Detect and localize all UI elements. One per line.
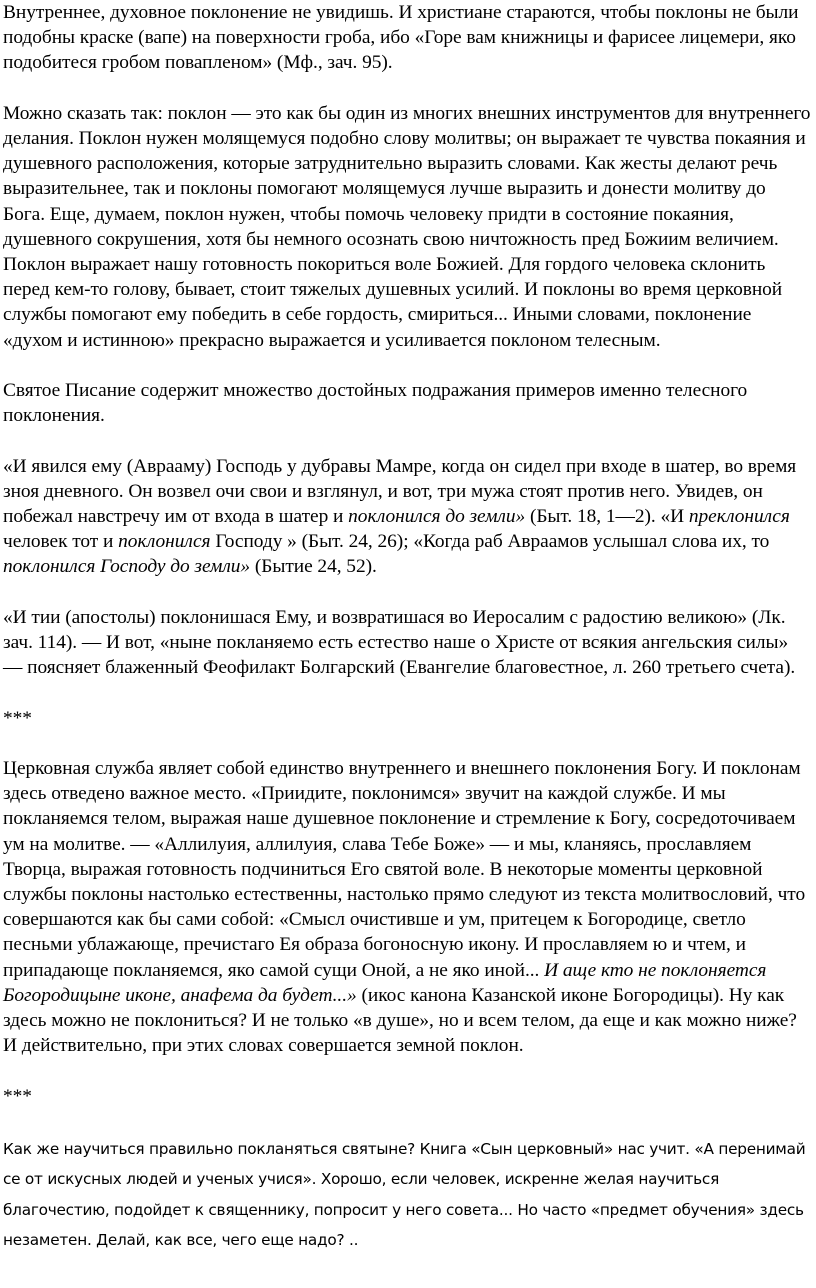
italic-run: поклонился Господу до земли» — [3, 556, 251, 578]
text-run: (Быт. 18, 1—2). «И — [525, 506, 689, 528]
text-run: (Бытие 24, 52). — [250, 556, 377, 578]
paragraph-abraham-quotes — [3, 454, 812, 580]
section-separator: *** — [3, 707, 32, 729]
paragraph-outward-worship: Внутреннее, духовное поклонение не увидишь. И христиане стараются, чтобы поклоны не были подобны краске (вапе) на поверхности гроба, ибо «Горе вам книжницы и фарисее лицемери, яко подобитеся гробом повапленом» (Мф., зач. 95). — [3, 2, 799, 74]
text-run: «И явился ему (Аврааму) Господь у дубравы Мамре, когда он сидел при входе в шатер, во время зноя дневного. Он возвел очи свои и взглянул, и вот, три мужа стоят против него. Увидев, он побежал навстречу им от входа в шатер и — [3, 455, 797, 528]
document-body — [3, 0, 812, 1134]
text-run: Церковная служба являет собой единство внутреннего и внешнего поклонения Богу. И поклонам здесь отведено важное место. «Приидите, поклонимся» звучит на каждой службе. И мы покланяемся телом, выражая наше душевное поклонение и стремление к Богу, сосредоточиваем ум на молитве. — «Аллилуия, аллилуия, слава Тебе Боже» — и мы, кланяясь, прославляем Творца, выражая готовность подчиниться Его святой воле. В некоторые моменты церковной службы поклоны настолько естественны, настолько прямо следуют из текста молитвословий, что совершаются как бы сами собой: «Смысл очистивше и ум, притецем к Богородице, светло песньми ублажающе, пречистаго Ея образа богоносную икону. И прославляем ю и чтем, и припадающе покланяемся, яко самой сущи Оной, а не яко иной... — [3, 758, 806, 981]
italic-run: поклонился — [118, 531, 211, 553]
paragraph-bow-as-instrument: Можно сказать так: поклон — это как бы один из многих внешних инструментов для внутреннего делания. Поклон нужен молящемуся подобно слову молитвы; он выражает те чувства покаяния и душевного расположения, которые затруднительно выразить словами. Как жесты делают речь выразительнее, так и поклоны помогают молящемуся лучше выразить и донести молитву до Бога. Еще, думаем, поклон нужен, чтобы помочь человеку придти в состояние покаяния, душевного сокрушения, хотя бы немного осознать свою ничтожность пред Божиим величием. Поклон выражает нашу готовность покориться воле Божией. Для гордого человека склонить перед кем-то голову, бывает, стоит тяжелых душевных усилий. И поклоны во время церковной службы помогают ему победить в себе гордость, смириться... Иными словами, поклонение «духом и истинною» прекрасно выражается и усиливается поклоном телесным. — [3, 102, 811, 351]
section-separator: *** — [3, 1085, 32, 1107]
paragraph-church-service — [3, 756, 812, 1058]
paragraph-scripture-examples: Святое Писание содержит множество достойных подражания примеров именно телесного поклонения. — [3, 380, 748, 427]
paragraph-learning-to-bow: Как же научиться правильно покланяться святыне? Книга «Сын церковный» нас учит. «А перенимай се от искусных людей и ученых учися». Хорошо, если человек, искренне желая научиться благочестию, подойдет к священнику, попросит у него совета... Но часто «предмет обучения» здесь незаметен. Делай, как все, чего еще надо? .. — [3, 1140, 806, 1249]
italic-run: И аще кто не поклоняется Богородицыне иконе, анафема да будет...» — [3, 959, 767, 1006]
text-run: Господу » (Быт. 24, 26); «Когда раб Авраамов услышал слова их, то — [210, 531, 770, 553]
italic-run: поклонился до земли» — [348, 506, 526, 528]
text-run: человек тот и — [3, 531, 119, 553]
paragraph-apostles-quote: «И тии (апостолы) поклонишася Ему, и возвратишася во Иеросалим с радостию великою» (Лк. зач. 114). — И вот, «ныне покланяемо есть естество наше о Христе от всякия ангельския силы» — поясняет блаженный Феофилакт Болгарский (Евангелие благовестное, л. 260 третьего счета). — [3, 606, 796, 679]
italic-run: преклонился — [688, 506, 790, 528]
text-run: (икос канона Казанской иконе Богородицы). Ну как здесь можно не поклониться? И не только «в душе», но и всем телом, да еще и как можно ниже? И действительно, при этих словах совершается земной поклон. — [3, 984, 797, 1057]
